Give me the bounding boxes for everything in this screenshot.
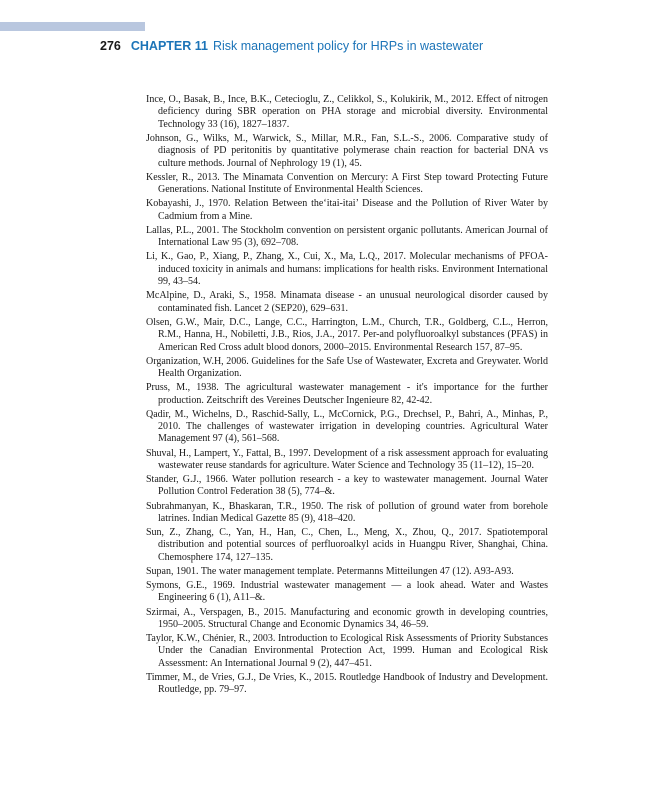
- reference-item: Pruss, M., 1938. The agricultural wastewater management - it's importance for the further production. Zeitschrift des Vereines Deutscher Ingenieure 82, 42-42.: [146, 382, 548, 406]
- reference-item: Supan, 1901. The water management template. Petermanns Mitteilungen 47 (12). A93-A93.: [146, 565, 514, 577]
- reference-item: Timmer, M., de Vries, G.J., De Vries, K., 2015. Routledge Handbook of Industry and Development. Routledge, pp. 79–97.: [146, 671, 548, 696]
- running-header: [100, 37, 620, 55]
- reference-item: Szirmai, A., Verspagen, B., 2015. Manufacturing and economic growth in developing countries, 1950–2005. Structural Change and Economic Dynamics 34, 46–59.: [146, 606, 548, 630]
- reference-item: Li, K., Gao, P., Xiang, P., Zhang, X., Cui, X., Ma, L.Q., 2017. Molecular mechanisms of PFOA-induced toxicity in animals and humans: implications for health risks. Environment International 99, 43–54.: [146, 251, 548, 288]
- reference-item: Shuval, H., Lampert, Y., Fattal, B., 1997. Development of a risk assessment approach for evaluating wastewater reuse standards for agriculture. Water Science and Technology 35 (11–12), 15–20.: [146, 447, 548, 471]
- reference-item: Ince, O., Basak, B., Ince, B.K., Cetecioglu, Z., Celikkol, S., Kolukirik, M., 2012. Effect of nitrogen deficiency during SBR operation on PHA storage and microbial diversity. Environmental Technology 33 (16), 1827–1837.: [146, 94, 548, 130]
- reference-item: Sun, Z., Zhang, C., Yan, H., Han, C., Chen, L., Meng, X., Zhou, Q., 2017. Spatiotemporal distribution and potential sources of perfluoroalkyl acids in Huangpu River, Shanghai, China. Chemosphere 174, 127–135.: [146, 527, 548, 563]
- reference-item: Organization, W.H, 2006. Guidelines for the Safe Use of Wastewater, Excreta and Greywater. World Health Organization.: [146, 355, 548, 380]
- reference-list: [146, 94, 548, 698]
- reference-item: McAlpine, D., Araki, S., 1958. Minamata disease - an unusual neurological disorder caused by contaminated fish. Lancet 2 (SEP20), 629–631.: [146, 290, 548, 314]
- page-number: 276: [100, 39, 121, 53]
- chapter-label: CHAPTER 11: [130, 39, 208, 53]
- reference-item: Taylor, K.W., Chénier, R., 2003. Introduction to Ecological Risk Assessments of Priority Substances Under the Canadian Environmental Protection Act, 1999. Human and Ecological Risk Assessment: An International Journal 9 (2), 447–451.: [146, 633, 548, 669]
- reference-item: Kobayashi, J., 1970. Relation Between the‘itai-itai’ Disease and the Pollution of River Water by Cadmium from a Mine.: [146, 198, 548, 222]
- reference-item: Symons, G.E., 1969. Industrial wastewater management — a look ahead. Water and Wastes Engineering 6 (1), A11–&.: [146, 580, 548, 604]
- reference-item: Olsen, G.W., Mair, D.C., Lange, C.C., Harrington, L.M., Church, T.R., Goldberg, C.L., Herron, R.M., Hanna, H., Nobiletti, J.B., Rios, J.A., 2017. Per-and polyfluoroalkyl substances (PFAS) in American Red Cross adult blood donors, 2000–2015. Environmental Research 157, 87–95.: [146, 316, 548, 353]
- chapter-title: Risk management policy for HRPs in wastewater: [212, 39, 484, 53]
- reference-item: Subrahmanyan, K., Bhaskaran, T.R., 1950. The risk of pollution of ground water from borehole latrines. Indian Medical Gazette 85 (9), 418–420.: [146, 500, 548, 524]
- reference-item: Kessler, R., 2013. The Minamata Convention on Mercury: A First Step toward Protecting Future Generations. National Institute of Environmental Health Sciences.: [146, 171, 548, 196]
- reference-item: Johnson, G., Wilks, M., Warwick, S., Millar, M.R., Fan, S.L.-S., 2006. Comparative study of diagnosis of PD peritonitis by quantitative polymerase chain reaction for bacterial DNA vs culture methods. Journal of Nephrology 19 (1), 45.: [146, 132, 548, 169]
- header-accent-bar: [0, 22, 145, 31]
- reference-item: Qadir, M., Wichelns, D., Raschid-Sally, L., McCornick, P.G., Drechsel, P., Bahri, A., Minhas, P., 2010. The challenges of wastewater irrigation in developing countries. Agricultural Water Management 97 (4), 561–568.: [146, 408, 548, 445]
- reference-item: Stander, G.J., 1966. Water pollution research - a key to wastewater management. Journal Water Pollution Control Federation 38 (5), 774–&.: [146, 474, 548, 498]
- reference-item: Lallas, P.L., 2001. The Stockholm convention on persistent organic pollutants. American Journal of International Law 95 (3), 692–708.: [146, 224, 548, 249]
